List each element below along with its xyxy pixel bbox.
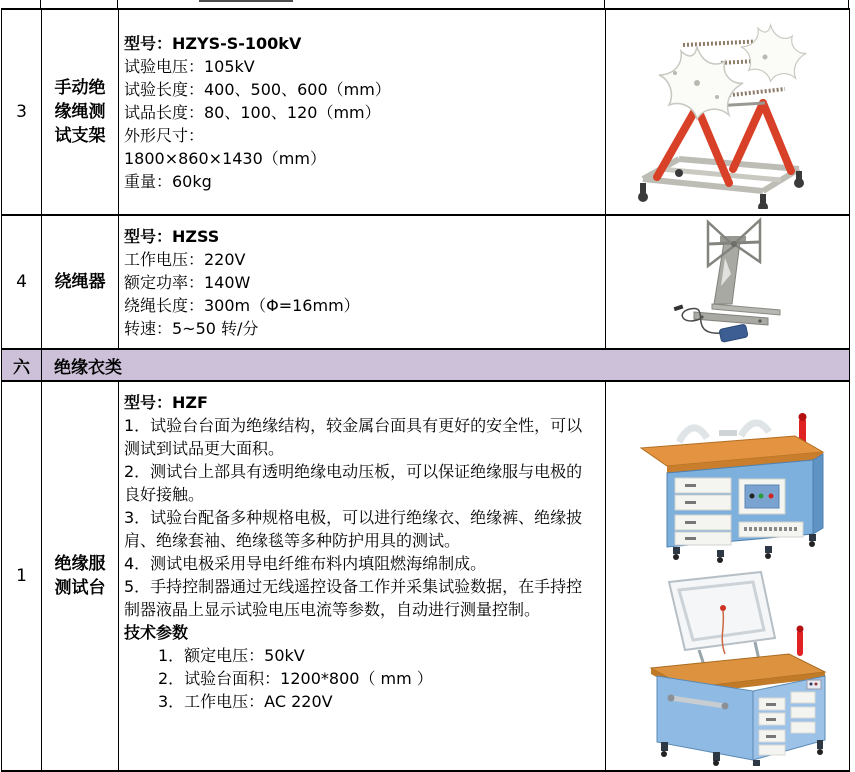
product-name-cell (42, 215, 119, 349)
spec-line: 重量：60kg (124, 171, 212, 191)
spec-line: 试品长度：80、100、120（mm） (124, 102, 381, 122)
cutoff-content-remnant (199, 0, 293, 2)
table-row (2, 381, 850, 771)
section-header-row (2, 349, 850, 381)
row-number: 4 (16, 272, 27, 292)
insulation-suit-test-bench-lid-image (613, 570, 843, 766)
spec-feature: 2．测试台上部具有透明绝缘电动压板，可以保证绝缘服与电极的良好接触。 (124, 462, 583, 504)
rope-winder-image (628, 216, 828, 344)
spec-feature: 5．手持控制器通过无线遥控设备工作并采集试验数据，在手持控制器液晶上显示试验电压电流等参数，自动进行测量控制。 (124, 577, 583, 619)
spec-params-heading: 技术参数 (124, 623, 189, 642)
grid-stub (40, 0, 41, 8)
product-name: 绝缘服测试台 (54, 554, 106, 598)
section-number: 六 (13, 357, 30, 378)
spec-line: 试验电压：105kV (124, 56, 255, 76)
section-number-cell (2, 349, 42, 381)
row-number-cell (2, 215, 42, 349)
spec-line: 绕绳长度：300m（Φ=16mm） (124, 295, 360, 315)
spec-model: 型号：HZSS (124, 226, 220, 246)
spec-feature: 1．试验台台面为绝缘结构，较金属台面具有更好的安全性，可以测试到试品更大面积。 (124, 416, 583, 458)
product-image-cell (606, 9, 850, 215)
row-number-cell (2, 381, 42, 771)
product-image-cell (606, 215, 850, 349)
spec-param: 3．工作电压：AC 220V (158, 692, 333, 711)
spec-feature: 4．测试电极采用导电纤维布料内填阻燃海绵制成。 (124, 554, 487, 573)
table-row (2, 9, 850, 215)
spec-model: 型号：HZYS-S-100kV (124, 33, 302, 53)
product-name-cell (42, 381, 119, 771)
spec-line: 试验长度：400、500、600（mm） (124, 79, 391, 99)
spec-param: 1．额定电压：50kV (158, 646, 305, 665)
product-image-cell (606, 381, 850, 771)
row-number: 1 (16, 566, 27, 586)
spec-line: 外形尺寸： (124, 125, 205, 145)
grid-stub (848, 0, 849, 8)
spec-line: 1800×860×1430（mm） (124, 148, 326, 168)
spec-feature: 3．试验台配备多种规格电极，可以进行绝缘衣、绝缘裤、绝缘披肩、绝缘套袖、绝缘毯等多种防护用具的测试。 (124, 508, 583, 550)
insulation-suit-test-bench-image (613, 386, 843, 566)
rope-test-stand-image (613, 11, 843, 209)
grid-stub (604, 0, 605, 8)
product-spec-cell (119, 9, 606, 215)
spec-line: 转速：5~50 转/分 (124, 318, 259, 338)
spec-model: 型号：HZF (124, 393, 208, 412)
spec-line: 工作电压：220V (124, 249, 246, 269)
cutoff-row-strip (1, 0, 849, 8)
product-spec-table (1, 8, 850, 772)
grid-stub (117, 0, 118, 8)
product-name: 绕绳器 (54, 272, 106, 292)
product-spec-cell (119, 381, 606, 771)
row-number: 3 (16, 102, 27, 122)
table-row (2, 215, 850, 349)
row-number-cell (2, 9, 42, 215)
product-name-cell (42, 9, 119, 215)
product-name: 手动绝缘绳测试支架 (54, 78, 106, 146)
product-spec-cell (119, 215, 606, 349)
section-title: 绝缘衣类 (54, 357, 122, 378)
spec-line: 额定功率：140W (124, 272, 251, 292)
section-title-cell (42, 349, 850, 381)
spec-param: 2．试验台面积：1200*800（ mm ） (158, 669, 433, 688)
